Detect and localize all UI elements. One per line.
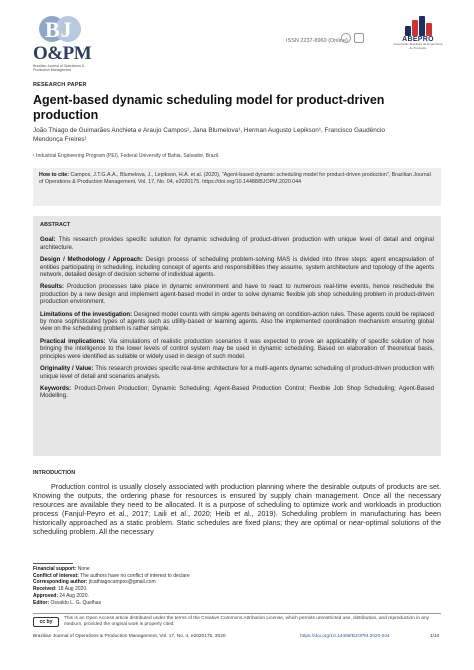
abepro-name: ABEPRO	[402, 36, 434, 43]
license-text: This is an Open Access article distributed under the terms of the Creative Commons Attribution License, which permits unrestricted use, distribution, and reproduction in any medium, provided the original work is properly cited.	[64, 616, 430, 628]
abstract-limitations: Limitations of the investigation: Designed model counts with simple agents behaving on condition-action rules. These agents could be replaced by more sophisticated types of agents such as utility-based or learning agents. Also the implemented coordination mechanism ensuring global view on the scheduling problem is rather simple.	[40, 310, 434, 333]
footer-divider	[33, 613, 441, 614]
meta-received: Received: 18 Aug 2020.	[33, 586, 88, 593]
bj-logo-icon: BJ	[39, 14, 85, 44]
abstract-practical: Practical implications: Via simulations of realistic production scenarios it was expected to prove an applicability of specific solution of how bringing the intelligence to the lower levels of control system may be used in dynamic scheduling. Based on elaboration of theoretical basis, principles were identified as suitable or widely used in design of such model.	[40, 337, 434, 360]
article-meta	[33, 566, 190, 606]
abstract-keywords: Keywords: Product-Driven Production; Dynamic Scheduling; Agent-Based Production Control; Flexible Job Shop Scheduling; Agent-Based Modelling.	[40, 384, 434, 400]
meta-funding: Financial support: None	[33, 566, 90, 572]
meta-editor: Editor: Osvaldo L. G. Quelhas	[33, 599, 102, 606]
author-list: João Thiago de Guimarães Anchieta e Araujo Campos¹, Jana Blumelova¹, Herman Augusto Lepikson¹, Francisco Gaudêncio Mendonça Freires¹	[33, 127, 385, 143]
meta-approved: Approved: 24 Aug 2020.	[33, 592, 89, 599]
footer-journal: Brazilian Journal of Operations & Production Management, Vol. 17, No. 4, e2020175, 2020	[33, 634, 226, 639]
meta-corresponding: Corresponding author: jtcathiagocampos@gmail.com	[33, 579, 156, 586]
journal-logo-name: O&PM	[33, 43, 92, 64]
meta-conflict: Conflict of interest: The authors have no conflict of interest to declare	[33, 572, 190, 579]
abstract-goal: Goal: This research provides specific solution for dynamic scheduling of product-driven production with unique level of detail and original architecture.	[40, 236, 434, 251]
abstract-design: Design / Methodology / Approach: Design process of scheduling problem-solving MAS is divided into three steps: agent encapsulation of entities participating in scheduling, including concept of agents and responsibilities they assume, system architecture and topology of the agents network, detailed design of decision scheme of individual agents.	[40, 256, 434, 279]
abepro-logo-icon	[403, 16, 433, 36]
introduction-heading: INTRODUCTION	[33, 470, 76, 476]
cc-license-icon[interactable]: cc by	[33, 617, 59, 627]
abepro-logo	[392, 16, 444, 50]
abepro-sub: Associação Brasileira de Engenharia de Produção	[393, 42, 443, 50]
open-access-icon	[354, 33, 364, 43]
abstract-results: Results: Production processes take place in dynamic environment and have to react to numerous real-time events, hence reschedule the production by a new design and implement agent-based model in order to solve dynamic flexible job shop scheduling problem in product-driven production environment.	[40, 283, 434, 306]
abstract-originality: Originality / Value: This research provides specific real-time architecture for a multi-agents dynamic scheduling of product-driven production with unique level of detail and scenarios analysis.	[40, 365, 434, 380]
citation-text[interactable]: Campos, J.T.G.A.A., Blumelova, J., Lepikson, H.A. et al. (2020), "Agent-based dynamic scheduling model for product-driven production", Brazilian Journal of Operations & Production Management, Vol. 17, No. 04, e2020175. https://doi.org/10.14488/BJOPM.2020.044	[39, 172, 431, 186]
journal-logo-sub: Brazilian Journal of Operations & Production Management	[33, 64, 85, 72]
abstract-heading: ABSTRACT	[40, 222, 71, 228]
citation-box	[33, 168, 441, 206]
article-title: Agent-based dynamic scheduling model for product-driven production	[33, 93, 385, 122]
footer-doi-link[interactable]: https://doi.org/10.14488/BJOPM.2020.044	[300, 634, 390, 639]
introduction-text: Production control is usually closely associated with production planning where the desirable outputs of products are set. Knowing the outputs, the ordering phase for resources is ensured by supply chain management. Once all the necessary resources are available they need to be allocated. It is a purpose of scheduling to optimize work and workloads in production process (Fanjul-Peyro et al., 2017; Laili et al., 2020; Heib et al., 2019). Scheduling problem in manufacturing has been historically approached as a static problem. Static schedules are fixed plans; they are optimal or near-optimal solutions of the scheduling problem. All the necessary	[33, 482, 441, 537]
corresponding-email-link[interactable]: jtcathiagocampos@gmail.com	[88, 579, 156, 586]
journal-logo	[33, 14, 95, 72]
meta-divider	[33, 563, 73, 564]
article-type-label: RESEARCH PAPER	[33, 82, 87, 88]
page-number: 1/10	[430, 634, 440, 639]
crossmark-icon[interactable]	[341, 33, 351, 43]
abstract-box	[33, 216, 441, 456]
affiliation: ¹ Industrial Engineering Program (PEI), Federal University of Bahia, Salvador, Brazil.	[33, 153, 220, 159]
citation-label: How to cite:	[39, 172, 70, 178]
issn: ISSN 2237-8960 (Online)	[286, 38, 348, 44]
